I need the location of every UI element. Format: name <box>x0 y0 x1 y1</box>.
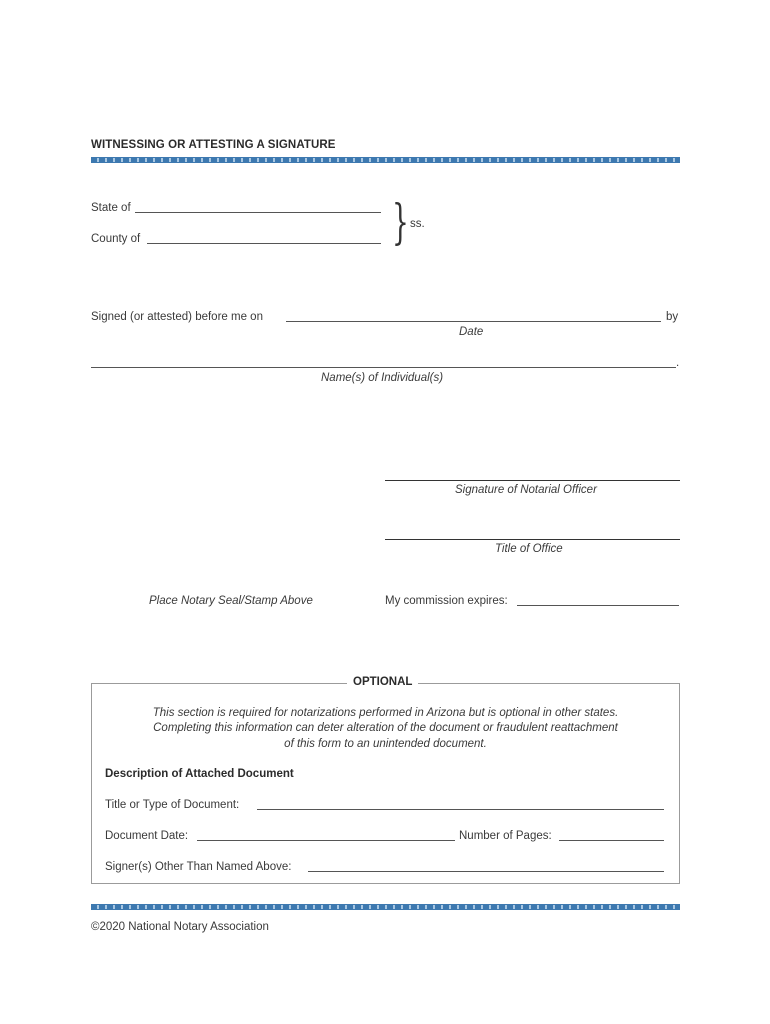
names-period: . <box>676 357 680 369</box>
brace-icon: } <box>392 194 409 250</box>
signers-field[interactable] <box>308 871 664 872</box>
names-caption: Name(s) of Individual(s) <box>321 372 444 384</box>
bottom-decorative-rule <box>91 904 680 910</box>
title-of-office-line[interactable] <box>385 539 680 540</box>
title-type-field[interactable] <box>257 809 664 810</box>
title-of-office-caption: Title of Office <box>495 543 563 555</box>
signers-label: Signer(s) Other Than Named Above: <box>105 861 292 873</box>
signature-caption: Signature of Notarial Officer <box>455 484 597 496</box>
optional-heading: OPTIONAL <box>347 676 418 688</box>
document-date-field[interactable] <box>197 840 455 841</box>
county-label: County of <box>91 233 141 245</box>
seal-caption: Place Notary Seal/Stamp Above <box>149 595 313 607</box>
ss-label: ss. <box>410 218 425 230</box>
number-of-pages-field[interactable] <box>559 840 664 841</box>
top-decorative-rule <box>91 157 680 163</box>
document-date-label: Document Date: <box>105 830 189 842</box>
optional-intro-line-3: of this form to an unintended document. <box>284 738 487 750</box>
signed-before-label: Signed (or attested) before me on <box>91 311 263 323</box>
title-type-label: Title or Type of Document: <box>105 799 240 811</box>
commission-label: My commission expires: <box>385 595 508 607</box>
signature-line[interactable] <box>385 480 680 481</box>
date-caption: Date <box>459 326 484 338</box>
by-label: by <box>666 311 679 323</box>
state-field[interactable] <box>135 212 381 213</box>
form-title: WITNESSING OR ATTESTING A SIGNATURE <box>91 139 336 151</box>
description-heading: Description of Attached Document <box>105 768 294 780</box>
signed-date-field[interactable] <box>286 321 661 322</box>
copyright: ©2020 National Notary Association <box>91 921 269 933</box>
commission-expires-field[interactable] <box>517 605 679 606</box>
optional-intro-line-2: Completing this information can deter alteration of the document or fraudulent reattachment <box>153 722 618 734</box>
names-field[interactable] <box>91 367 676 368</box>
county-field[interactable] <box>147 243 381 244</box>
number-of-pages-label: Number of Pages: <box>459 830 552 842</box>
optional-intro-line-1: This section is required for notarizations performed in Arizona but is optional in other states. <box>152 707 619 719</box>
state-label: State of <box>91 202 131 214</box>
